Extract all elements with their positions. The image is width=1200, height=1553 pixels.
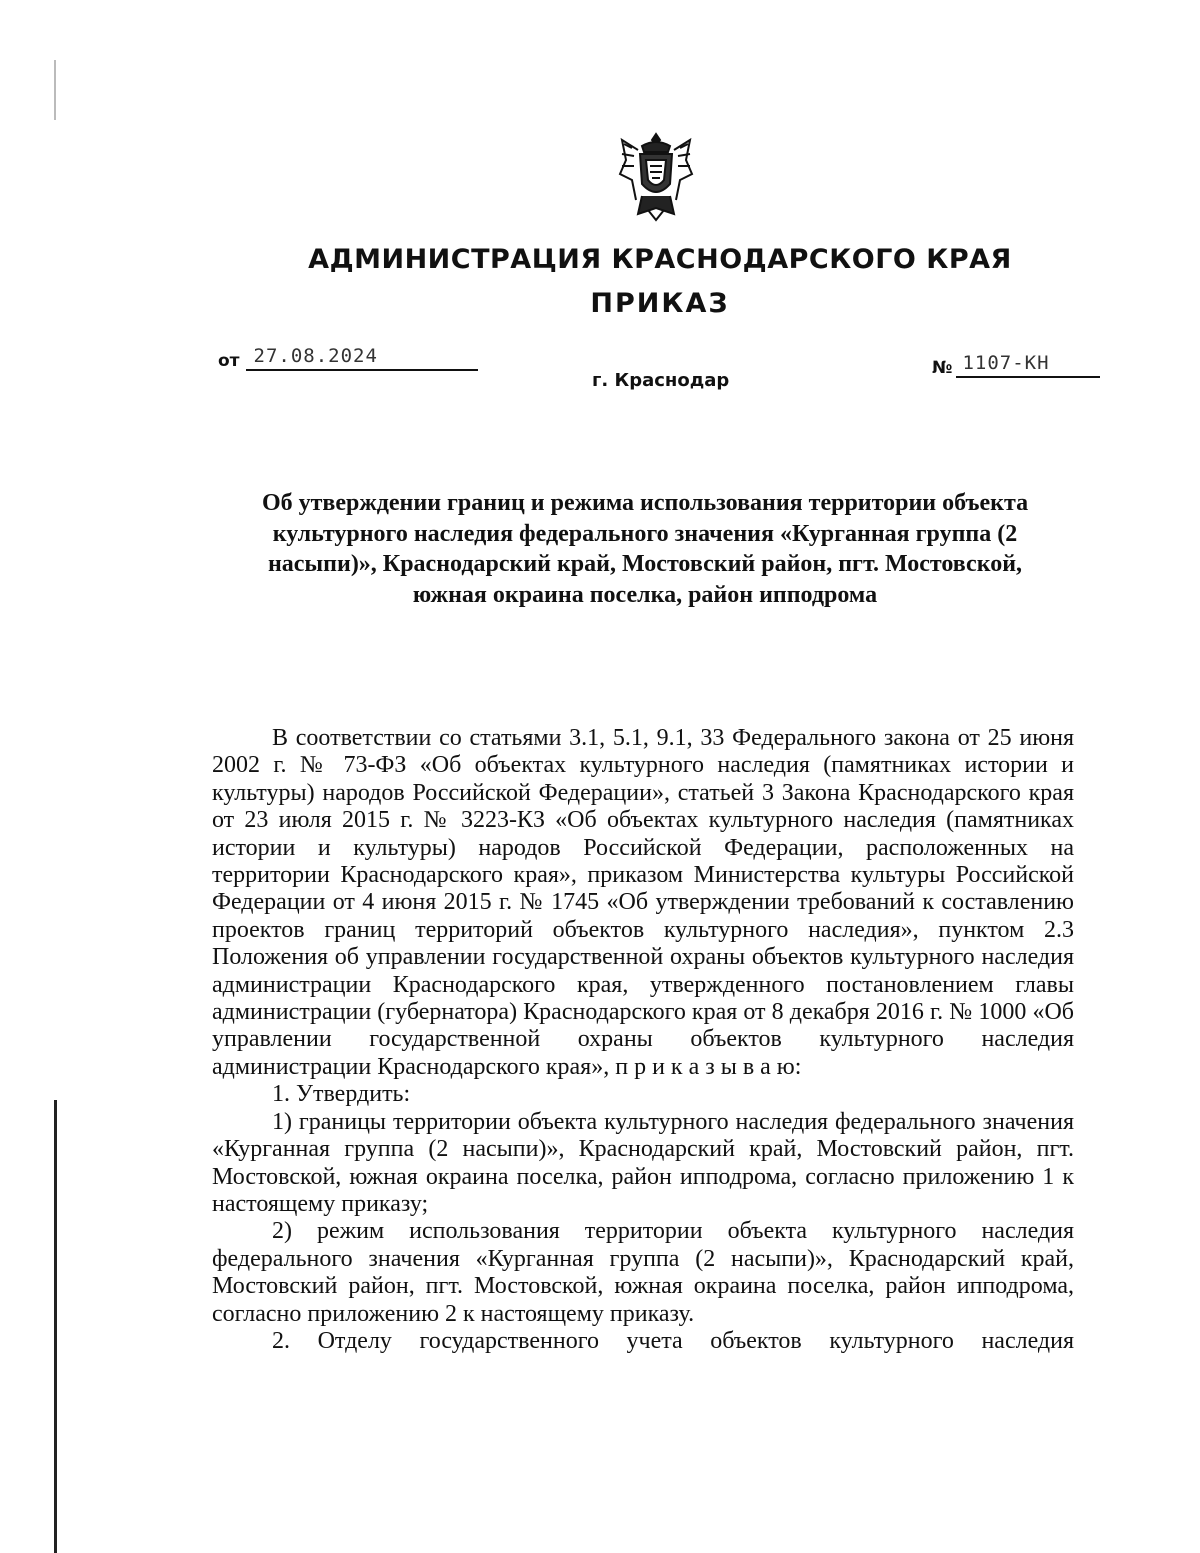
number-value: 1107-КН — [956, 352, 1100, 378]
document-type-title: ПРИКАЗ — [590, 288, 730, 319]
body-paragraph: 1. Утвердить: — [272, 1081, 411, 1108]
date-prefix: от — [218, 351, 240, 371]
body-paragraph: 2) режим использования территории объекта культурного наследия федерального значения «Курганная группа (2 насыпи)», Краснодарский край, Мостовский район, пгт. Мостовской, южная окраина поселка, район ипподрома, согласно приложению 2 к настоящему приказу. — [212, 1218, 1074, 1327]
body-paragraph: 2. Отделу государственного учета объектов культурного наследия — [272, 1327, 1074, 1354]
scan-edge-line — [54, 1100, 57, 1553]
date-value: 27.08.2024 — [246, 345, 478, 371]
coat-of-arms-icon — [612, 130, 700, 222]
document-subject: Об утверждении границ и режима использования территории объекта культурного наследия федерального значения «Курганная группа (2 насыпи)», Краснодарский край, Мостовский район, пгт. Мостовской, южная окраина поселка, район ипподрома — [261, 490, 1029, 608]
document-date — [218, 345, 478, 371]
body-paragraph: В соответствии со статьями 3.1, 5.1, 9.1, 33 Федерального закона от 25 июня 2002 г. № 73-ФЗ «Об объектах культурного наследия (памятниках истории и культуры) народов Российской Федерации», статьей 3 Закона Краснодарского края от 23 июля 2015 г. № 3223-КЗ «Об объектах культурного наследия (памятниках истории и культуры) народов Российской Федерации, расположенных на территории Краснодарского края», приказом Министерства культуры Российской Федерации от 4 июня 2015 г. № 1745 «Об утверждении требований к составлению проектов границ территорий объектов культурного наследия», пунктом 2.3 Положения об управлении государственной охраны объектов культурного наследия администрации Краснодарского края, утвержденного постановлением главы администрации (губернатора) Краснодарского края от 8 декабря 2016 г. № 1000 «Об управлении государственной охраны объектов культурного наследия администрации Краснодарского края», п р и к а з ы в а ю: — [212, 725, 1074, 1080]
scan-edge-mark — [54, 60, 56, 120]
document-city: г. Краснодар — [592, 370, 730, 391]
document-body — [212, 725, 1074, 1355]
document-number — [932, 352, 1100, 378]
body-paragraph: 1) границы территории объекта культурного наследия федерального значения «Курганная группа (2 насыпи)», Краснодарский край, Мостовский район, пгт. Мостовской, южная окраина поселка, район ипподрома, согласно приложению 1 к настоящему приказу; — [212, 1108, 1074, 1217]
organization-title: АДМИНИСТРАЦИЯ КРАСНОДАРСКОГО КРАЯ — [308, 244, 1012, 275]
number-prefix: № — [932, 358, 953, 378]
